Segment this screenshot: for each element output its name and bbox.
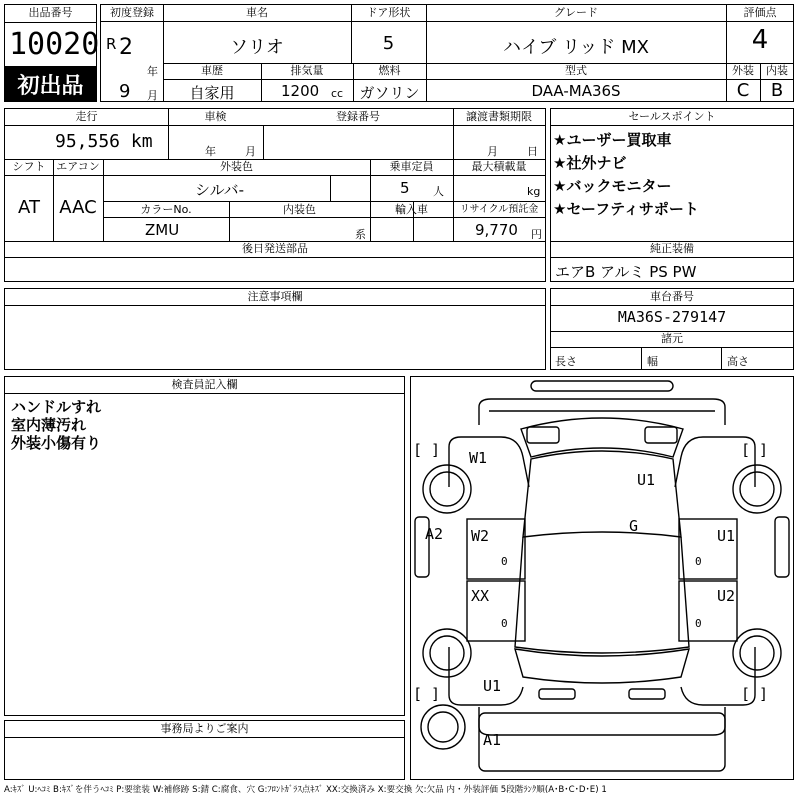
transfer-label: 譲渡書類期限 (466, 110, 532, 123)
width-label: 幅 (647, 355, 658, 368)
inspector-box (4, 376, 405, 716)
mark-xx: XX (471, 587, 490, 605)
mark-w1: W1 (469, 449, 488, 467)
bracket-top-left: [ ] (413, 441, 441, 459)
later-parts-label: 後日発送部品 (242, 242, 308, 255)
mark-zero-4: 0 (695, 617, 702, 630)
grade-label: グレード (554, 6, 598, 19)
chassis-label: 車台番号 (650, 290, 694, 303)
exterior-grade: C (736, 80, 750, 101)
exterior-label: 外装 (732, 64, 754, 77)
door-label: ドア形状 (366, 6, 411, 19)
inspection-year-unit: 年 (205, 145, 216, 158)
shift-label: シフト (12, 160, 46, 173)
mark-a2: A2 (425, 525, 444, 543)
fuel: ガソリン (359, 84, 420, 102)
equipment: エアB アルミ PS PW (555, 263, 697, 281)
int-color-label: 内装色 (283, 203, 316, 216)
interior-grade: B (770, 80, 784, 101)
sales-point-4: ★セーフティサポート (553, 200, 699, 218)
mileage-label: 走行 (75, 110, 98, 123)
aircon: AAC (59, 197, 97, 218)
chassis-number: MA36S-279147 (617, 308, 727, 326)
sales-points-box (550, 108, 794, 282)
month-unit: 月 (147, 89, 158, 102)
sales-point-3: ★バックモニター (553, 177, 672, 195)
mark-u1-right: U1 (717, 527, 736, 545)
car-name: ソリオ (230, 37, 284, 58)
mark-zero-1: 0 (501, 555, 508, 568)
legend: A:ｷｽﾞ U:ﾍｺﾐ B:ｷｽﾞを伴うﾍｺﾐ P:要塗装 W:補修跡 S:錆 C:腐食、穴 G:ﾌﾛﾝﾄｶﾞﾗｽ点ｷｽﾞ XX:交換済み X:要交換 欠:欠品 内・外装評価 5段階ﾗﾝｸ順(A･B･C･D･E) 1 (4, 785, 607, 795)
car-name-label: 車名 (246, 6, 268, 19)
capacity-label: 乗車定員 (389, 160, 434, 173)
model-code-label: 型式 (565, 64, 587, 77)
chassis-box (550, 288, 794, 370)
mark-u1-roof: U1 (637, 471, 656, 489)
door-type: 5 (382, 33, 395, 54)
mark-u2: U2 (717, 587, 736, 605)
inspector-note-2: 室内薄汚れ (11, 416, 87, 434)
mileage: 95,556 km (55, 131, 153, 152)
model-code: DAA-MA36S (531, 82, 621, 100)
recycle-label: リサイクル預託金 (459, 204, 539, 215)
bracket-bottom-left: [ ] (413, 685, 441, 703)
mark-zero-3: 0 (501, 617, 508, 630)
capacity: 5 (400, 179, 410, 197)
first-reg-month: 9 (119, 81, 131, 102)
office-box (4, 720, 405, 780)
inspector-label: 検査員記入欄 (171, 378, 238, 391)
recycle-fee: 9,770 (475, 221, 518, 239)
office-label: 事務局よりご案内 (160, 722, 249, 735)
color-no-label: カラーNo. (140, 203, 192, 216)
header-table (100, 4, 794, 102)
length-label: 長さ (555, 355, 577, 368)
reg-no-label: 登録番号 (336, 110, 380, 123)
color-no: ZMU (145, 221, 180, 239)
bracket-top-right: [ ] (741, 441, 769, 459)
mark-g: G (629, 517, 639, 535)
interior-label: 内装 (766, 64, 788, 77)
inspector-note-1: ハンドルすれ (11, 398, 102, 416)
score: 4 (751, 25, 769, 55)
equipment-label: 純正装備 (650, 242, 694, 255)
inspection-label: 車検 (204, 110, 227, 123)
shift: AT (18, 197, 40, 218)
transfer-month-unit: 月 (487, 145, 498, 158)
notes-label: 注意事項欄 (247, 290, 303, 303)
era: R (106, 35, 117, 53)
first-reg-year: 2 (119, 35, 133, 60)
mark-w2: W2 (471, 527, 490, 545)
bracket-bottom-right: [ ] (741, 685, 769, 703)
car-diagram (410, 376, 794, 780)
info-table (4, 108, 546, 282)
max-load-label: 最大積載量 (471, 160, 527, 173)
lot-number: 10020 (9, 27, 100, 62)
ext-color: シルバ- (195, 181, 244, 199)
displacement: 1200 (281, 82, 320, 100)
displacement-unit: cc (331, 87, 344, 100)
history-label: 車歴 (201, 64, 223, 77)
fuel-label: 燃料 (378, 64, 401, 77)
inspection-month-unit: 月 (245, 145, 256, 158)
car-outline (411, 377, 793, 779)
mark-zero-2: 0 (695, 555, 702, 568)
displacement-label: 排気量 (290, 64, 324, 77)
transfer-day-unit: 日 (527, 145, 538, 158)
sales-point-2: ★社外ナビ (553, 154, 627, 172)
int-color-unit: 系 (355, 228, 366, 241)
dims-label: 諸元 (661, 332, 683, 345)
grade: ハイブ リッド MX (502, 37, 650, 58)
max-load-unit: kg (527, 185, 541, 198)
history: 自家用 (189, 84, 235, 102)
ext-color-label: 外装色 (220, 160, 253, 173)
inspector-note-3: 外装小傷有り (11, 434, 102, 452)
score-label: 評価点 (743, 6, 777, 19)
sales-points-label: セールスポイント (628, 110, 716, 123)
aircon-label: エアコン (56, 160, 100, 173)
first-reg-label: 初度登録 (110, 6, 154, 19)
mark-u1-rear: U1 (483, 677, 502, 695)
sales-point-1: ★ユーザー買取車 (553, 131, 672, 149)
first-listing-badge: 初出品 (5, 66, 96, 101)
lot-number-label: 出品番号 (28, 6, 73, 19)
height-label: 高さ (727, 355, 749, 368)
capacity-unit: 人 (433, 185, 444, 198)
notes-box (4, 288, 546, 370)
mark-a1: A1 (483, 731, 502, 749)
year-unit: 年 (147, 65, 158, 78)
import-label: 輸入車 (395, 203, 428, 216)
recycle-unit: 円 (531, 228, 542, 241)
